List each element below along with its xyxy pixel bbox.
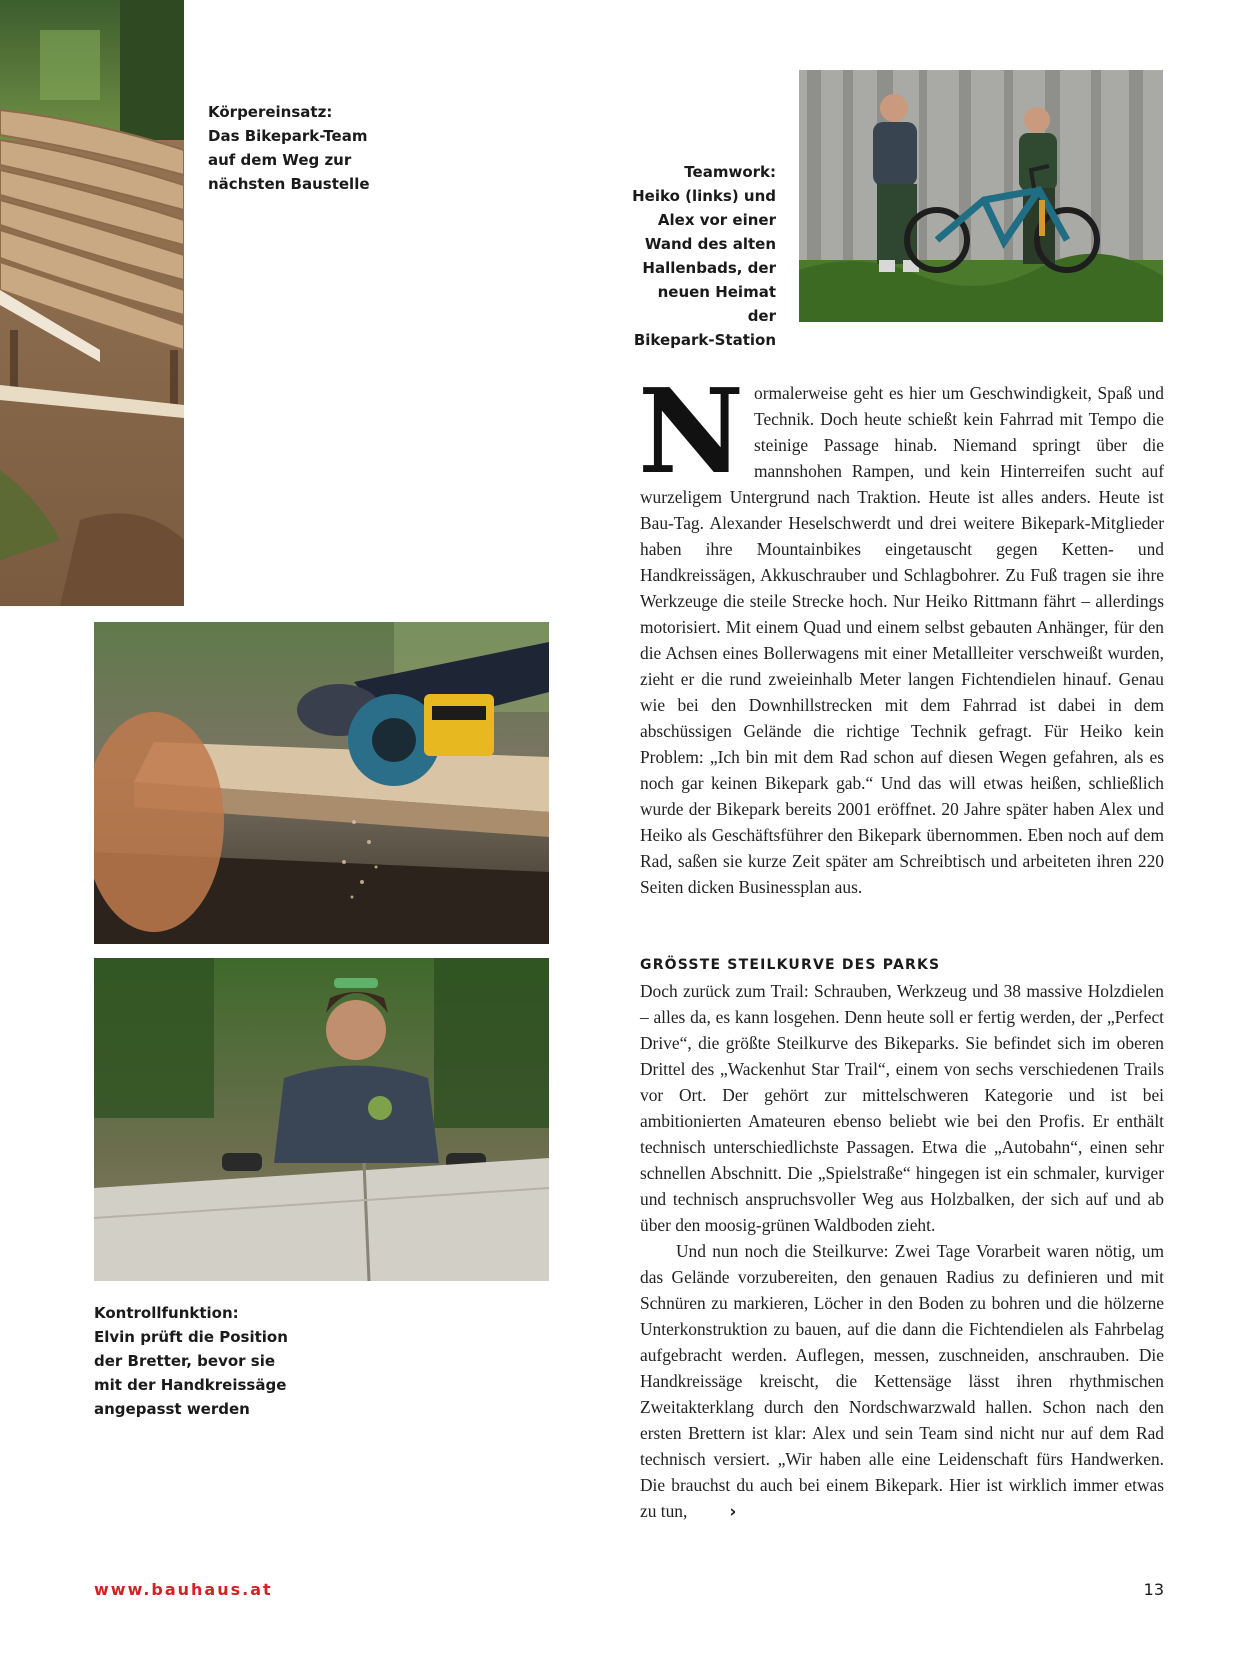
section-subhead: GRÖSSTE STEILKURVE DES PARKS: [640, 957, 941, 973]
article-intro: [638, 364, 1164, 900]
photo-worker-planks: [94, 958, 549, 1281]
paragraph-trail: Doch zurück zum Trail: Schrauben, Werkzeug und 38 massive Holzdielen – alles da, es kann losgehen. Denn heute soll er fertig werden, der „Perfect Drive“, die größte Steilkurve des Bikeparks. Sie befindet sich im oberen Drittel des „Wackenhut Star Trail“, einem von sechs verschiedenen Trails vor Ort. Der gehört zur mittelschweren Kategorie und ist bei ambitionierten Amateuren ebenso beliebt wie bei den Profis. Er enthält technisch unterschiedlichste Passagen. Etwa die „Autobahn“, einen sehr schnellen Abschnitt. Die „Spielstraße“ hingegen ist ein schmaler, kurviger und technisch anspruchsvoller Weg aus Holzbalken, der sich auf und ab über den moosig-grünen Waldboden zieht.: [640, 981, 1164, 1235]
photo-team-with-bike: [799, 70, 1163, 322]
caption-koerpereinsatz: Körpereinsatz: Das Bikepark-Team auf dem Weg zur nächsten Baustelle: [208, 103, 370, 193]
photo-wooden-berm: [0, 0, 184, 606]
article-section-steilkurve: [640, 952, 1164, 1525]
paragraph-steilkurve: [640, 1238, 1164, 1525]
footer-website-url[interactable]: www.bauhaus.at: [94, 1580, 273, 1599]
page-number: 13: [1143, 1580, 1164, 1599]
photo-circular-saw: [94, 622, 549, 944]
drop-cap: N: [638, 364, 745, 500]
paragraph-steilkurve-text: Und nun noch die Steilkurve: Zwei Tage Vorarbeit waren nötig, um das Gelände vorzubereiten, den genauen Radius zu definieren und mit Schnüren zu markieren, Löcher in den Boden zu bohren und die hölzerne Unterkonstruktion zu bauen, auf die dann die Fichtendielen als Fahrbelag aufgebracht werden. Auflegen, messen, zuschneiden, anschrauben. Die Handkreissäge kreischt, die Kettensäge lässt ihren rhythmischen Zweitakterklang durch den Nordschwarzwald hallen. Schon nach den ersten Brettern ist klar: Alex und sein Team sind nicht nur auf dem Rad technisch versiert. „Wir haben alle eine Leidenschaft fürs Handwerken. Die brauchst du auch bei einem Bikepark. Hier ist wirklich immer etwas zu tun,: [640, 1241, 1164, 1521]
intro-text: ormalerweise geht es hier um Geschwindigkeit, Spaß und Technik. Doch heute schießt kein Fahrrad mit Tempo die steinige Passage hinab. Niemand springt über die mannshohen Rampen, und kein Hinterreifen sucht auf wurzeligem Untergrund nach Traktion. Heute ist alles anders. Heute ist Bau-Tag. Alexander Heselschwerdt und drei weitere Bikepark-Mitglieder haben ihre Mountainbikes eingetauscht gegen Ketten- und Handkreissägen, Akkuschrauber und Schlagbohrer. Zu Fuß tragen sie ihre Werkzeuge die steile Strecke hoch. Nur Heiko Rittmann fährt – allerdings motorisiert. Mit einem Quad und einem selbst gebauten Anhänger, für den die Achsen eines Bollerwagens mit einer Metallleiter verschweißt wurden, zieht er die rund zweieinhalb Meter langen Fichtendielen hinauf. Genau wie bei den Downhillstrecken mit dem Fahrrad ist dabei in dem abschüssigen Gelände die richtige Technik gefragt. Für Heiko kein Problem: „Ich bin mit dem Rad schon auf diesen Wegen gefahren, als es noch gar keinen Bikepark gab.“ Und das will etwas heißen, schließlich wurde der Bikepark bereits 2001 eröffnet. 20 Jahre später haben Alex und Heiko als Geschäftsführer den Bikepark übernommen. Eben noch auf dem Rad, saßen sie kurze Zeit später am Schreibtisch und arbeiteten ihren 220 Seiten dicken Businessplan aus.: [640, 383, 1164, 897]
intro-paragraph: [638, 364, 1164, 900]
caption-kontrollfunktion: Kontrollfunktion: Elvin prüft die Position der Bretter, bevor sie mit der Handkreissäge angepasst werden: [94, 1304, 288, 1418]
caption-teamwork: Teamwork: Heiko (links) und Alex vor einer Wand des alten Hallenbads, der neuen Heimat der Bikepark-Station: [632, 163, 776, 349]
chevron-right-icon: ›: [729, 1502, 737, 1522]
